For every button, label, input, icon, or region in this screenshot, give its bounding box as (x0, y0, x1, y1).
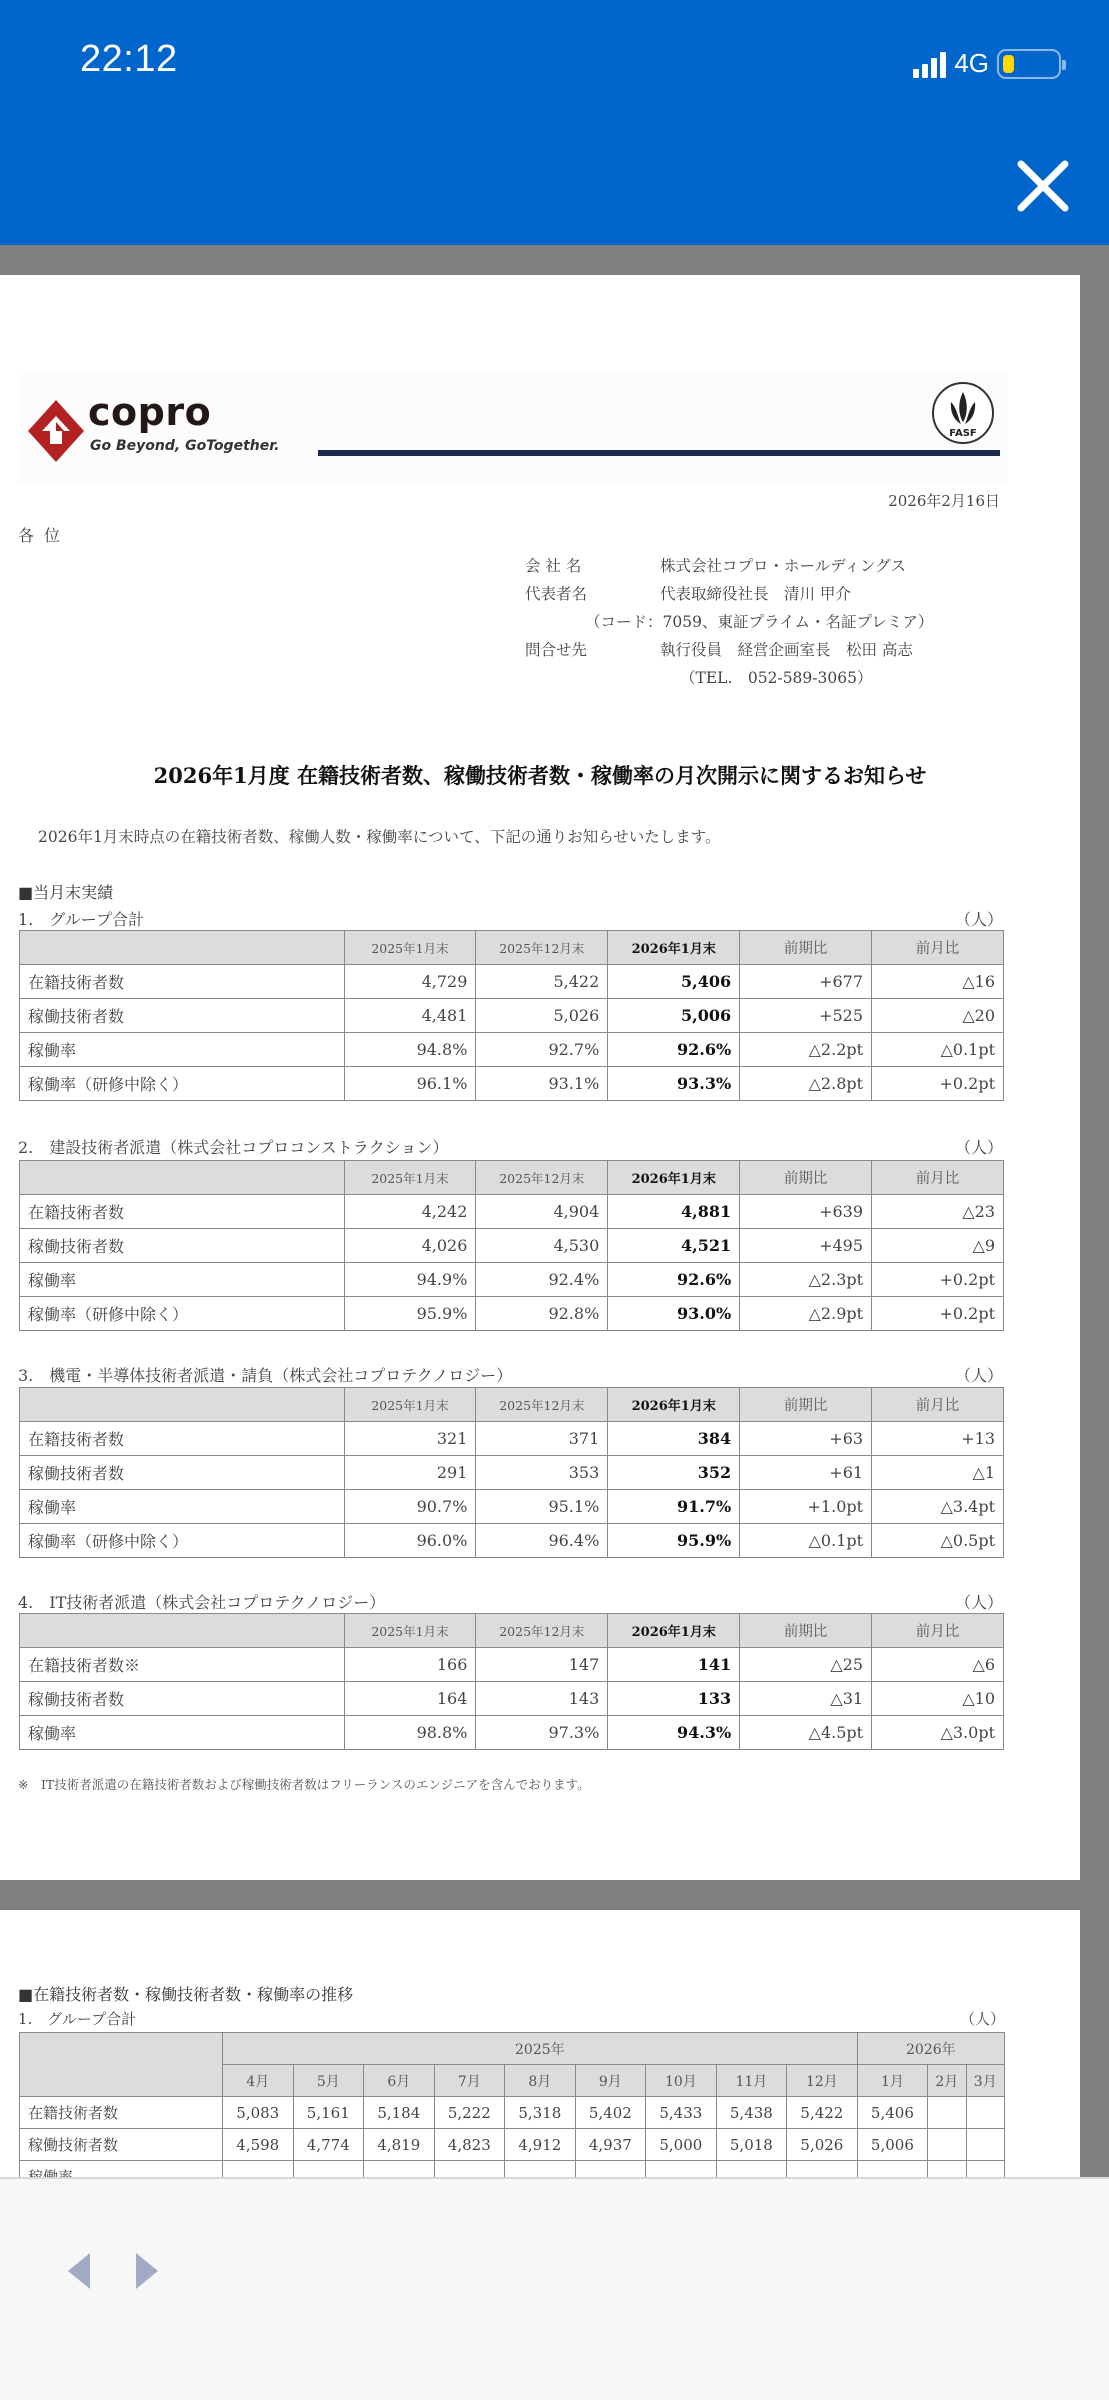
table-row (20, 1033, 1004, 1067)
column-header: 2026年1月末 (608, 1388, 740, 1422)
cell: 96.1% (344, 1067, 476, 1101)
copro-logo-icon (28, 400, 84, 462)
column-header: 前期比 (740, 1161, 872, 1195)
battery-icon (997, 49, 1061, 79)
column-header: 2025年1月末 (344, 1161, 476, 1195)
table-title: 2. 建設技術者派遣（株式会社コプロコンストラクション） (18, 1138, 449, 1157)
cell: 4,598 (223, 2129, 294, 2161)
cell: △31 (740, 1682, 872, 1716)
status-time: 22:12 (80, 38, 178, 80)
table-semiconductor (19, 1387, 1004, 1558)
cell: 141 (608, 1648, 740, 1682)
cell: 4,242 (344, 1195, 476, 1229)
cell: 92.4% (476, 1263, 608, 1297)
sender-block (525, 552, 933, 692)
company-name: 株式会社コプロ・ホールディングス (660, 557, 906, 575)
contact-name: 執行役員 経営企画室長 松田 高志 (660, 641, 913, 659)
month-header: 10月 (646, 2065, 717, 2097)
cell: 4,904 (476, 1195, 608, 1229)
cell: 5,184 (364, 2097, 435, 2129)
month-header: 6月 (364, 2065, 435, 2097)
cell: 5,026 (787, 2129, 858, 2161)
cell: +63 (740, 1422, 872, 1456)
column-header: 2026年1月末 (608, 1161, 740, 1195)
row-label: 稼働率（研修中除く） (20, 1297, 345, 1331)
chevron-left-icon (62, 2249, 102, 2293)
table-row (20, 1195, 1004, 1229)
trend-table (19, 2032, 1005, 2193)
table-row (20, 965, 1004, 999)
cell: 5,006 (857, 2129, 928, 2161)
cell: 4,774 (293, 2129, 364, 2161)
representative-name: 代表取締役社長 清川 甲介 (660, 585, 851, 603)
previous-page-button[interactable] (62, 2249, 102, 2293)
table-group-total (19, 930, 1004, 1101)
document-page-1 (0, 275, 1080, 1880)
cell: 94.9% (344, 1263, 476, 1297)
cell: 95.9% (344, 1297, 476, 1331)
row-label: 稼働技術者数 (20, 1456, 345, 1490)
cell: 4,823 (434, 2129, 505, 2161)
month-header: 4月 (223, 2065, 294, 2097)
table-header-row (20, 1388, 1004, 1422)
cell: 5,161 (293, 2097, 364, 2129)
next-page-button[interactable] (130, 2249, 170, 2293)
cell: 384 (608, 1422, 740, 1456)
column-header: 2025年1月末 (344, 1388, 476, 1422)
row-label: 稼働技術者数 (20, 1682, 345, 1716)
cell: 4,521 (608, 1229, 740, 1263)
cell: 164 (344, 1682, 476, 1716)
bottom-toolbar (0, 2177, 1109, 2400)
cell: △2.9pt (740, 1297, 872, 1331)
column-header: 2025年1月末 (344, 1614, 476, 1648)
row-label: 稼働率（研修中除く） (20, 1524, 345, 1558)
cell: 321 (344, 1422, 476, 1456)
table-header-row (20, 931, 1004, 965)
month-header: 7月 (434, 2065, 505, 2097)
cell: △10 (872, 1682, 1004, 1716)
cell: △3.4pt (872, 1490, 1004, 1524)
lead-paragraph: 2026年1月末時点の在籍技術者数、稼働人数・稼働率について、下記の通りお知らせいたします。 (38, 828, 721, 846)
cell: 95.9% (608, 1524, 740, 1558)
section-heading-trend: ■在籍技術者数・稼働技術者数・稼働率の推移 (18, 1985, 354, 2004)
cell: 4,819 (364, 2129, 435, 2161)
table-row (20, 1067, 1004, 1101)
row-label: 在籍技術者数※ (20, 1648, 345, 1682)
column-header: 前期比 (740, 1388, 872, 1422)
contact-label: 問合せ先 (525, 641, 588, 659)
logo-wordmark: copro (88, 390, 212, 434)
document-title: 2026年1月度 在籍技術者数、稼働技術者数・稼働率の月次開示に関するお知らせ (153, 763, 927, 788)
row-label: 稼働率 (20, 1490, 345, 1524)
cell: +1.0pt (740, 1490, 872, 1524)
cell: 91.7% (608, 1490, 740, 1524)
fasf-badge-icon (930, 380, 996, 446)
unit-label: （人） (954, 1593, 1003, 1612)
unit-label: （人） (954, 1366, 1003, 1385)
signal-icon (913, 50, 946, 78)
cell: 5,433 (646, 2097, 717, 2129)
cell: 92.6% (608, 1033, 740, 1067)
cell: △0.1pt (740, 1524, 872, 1558)
table-header-row (20, 1614, 1004, 1648)
cell (928, 2097, 966, 2129)
row-label: 稼働技術者数 (20, 999, 345, 1033)
column-header: 2025年12月末 (476, 1388, 608, 1422)
cell: 166 (344, 1648, 476, 1682)
cell: △2.2pt (740, 1033, 872, 1067)
cell: 4,937 (575, 2129, 646, 2161)
cell (966, 2129, 1004, 2161)
column-header (20, 1614, 345, 1648)
cell: 5,422 (787, 2097, 858, 2129)
cell: 93.0% (608, 1297, 740, 1331)
unit-label: （人） (954, 1138, 1003, 1157)
cell: 93.3% (608, 1067, 740, 1101)
table-title: 1. グループ合計 (18, 910, 144, 929)
month-header: 1月 (857, 2065, 928, 2097)
contact-tel: （TEL. 052-589-3065） (680, 669, 873, 687)
column-header: 前月比 (872, 1161, 1004, 1195)
table-title: 3. 機電・半導体技術者派遣・請負（株式会社コプロテクノロジー） (18, 1366, 513, 1385)
cell: 5,406 (857, 2097, 928, 2129)
cell: 353 (476, 1456, 608, 1490)
close-icon (1015, 158, 1071, 214)
cell: +0.2pt (872, 1297, 1004, 1331)
cell: 4,026 (344, 1229, 476, 1263)
month-header: 2月 (928, 2065, 966, 2097)
cell: △0.5pt (872, 1524, 1004, 1558)
column-header: 前期比 (740, 1614, 872, 1648)
cell: 5,422 (476, 965, 608, 999)
cell: 5,000 (646, 2129, 717, 2161)
cell: 143 (476, 1682, 608, 1716)
column-header: 2025年12月末 (476, 1161, 608, 1195)
network-type: 4G (954, 48, 989, 78)
cell: 4,481 (344, 999, 476, 1033)
row-label: 在籍技術者数 (20, 1195, 345, 1229)
cell: 5,222 (434, 2097, 505, 2129)
table-row (20, 1422, 1004, 1456)
month-header: 9月 (575, 2065, 646, 2097)
column-header: 2025年1月末 (344, 931, 476, 965)
cell: +13 (872, 1422, 1004, 1456)
cell: △2.8pt (740, 1067, 872, 1101)
month-header: 3月 (966, 2065, 1004, 2097)
table-title: 1. グループ合計 (18, 2010, 137, 2028)
table-row (20, 1297, 1004, 1331)
cell: 95.1% (476, 1490, 608, 1524)
cell: 92.6% (608, 1263, 740, 1297)
month-header: 11月 (716, 2065, 787, 2097)
column-header: 前月比 (872, 1388, 1004, 1422)
table-row (20, 999, 1004, 1033)
row-label: 在籍技術者数 (20, 965, 345, 999)
cell: 4,530 (476, 1229, 608, 1263)
status-indicators (913, 48, 1061, 79)
column-header: 前月比 (872, 931, 1004, 965)
blank-header (20, 2033, 223, 2097)
cell: △4.5pt (740, 1716, 872, 1750)
row-label: 稼働技術者数 (20, 1229, 345, 1263)
footnote: ※ IT技術者派遣の在籍技術者数および稼働技術者数はフリーランスのエンジニアを含んでおります。 (18, 1777, 590, 1792)
cell: 5,318 (505, 2097, 576, 2129)
year-header: 2025年 (223, 2033, 858, 2065)
row-label: 稼働率 (20, 1263, 345, 1297)
row-label: 在籍技術者数 (20, 1422, 345, 1456)
table-4-caption (18, 1590, 1003, 1613)
cell: 5,406 (608, 965, 740, 999)
cell: △3.0pt (872, 1716, 1004, 1750)
cell: +0.2pt (872, 1067, 1004, 1101)
cell: 5,438 (716, 2097, 787, 2129)
table-row (20, 2097, 1005, 2129)
cell: △1 (872, 1456, 1004, 1490)
svg-text:FASF: FASF (949, 428, 977, 439)
table-row (20, 2129, 1005, 2161)
month-header: 12月 (787, 2065, 858, 2097)
row-label: 在籍技術者数 (20, 2097, 223, 2129)
cell: 94.8% (344, 1033, 476, 1067)
table-1-caption (18, 907, 1003, 930)
unit-label: （人） (959, 2010, 1005, 2028)
cell: +495 (740, 1229, 872, 1263)
table-row (20, 1229, 1004, 1263)
row-label: 稼働率 (20, 1716, 345, 1750)
company-label: 会 社 名 (525, 557, 582, 575)
close-button[interactable] (1015, 158, 1071, 214)
trend-year-row (20, 2033, 1005, 2065)
row-label: 稼働技術者数 (20, 2129, 223, 2161)
cell: △20 (872, 999, 1004, 1033)
table-row (20, 1456, 1004, 1490)
cell: +639 (740, 1195, 872, 1229)
year-header: 2026年 (857, 2033, 1004, 2065)
document-date: 2026年2月16日 (888, 492, 1000, 510)
letterhead (18, 370, 1008, 485)
table-title: 4. IT技術者派遣（株式会社コプロテクノロジー） (18, 1593, 386, 1612)
chevron-right-icon (130, 2249, 170, 2293)
table-row (20, 1648, 1004, 1682)
table-it (19, 1613, 1004, 1750)
section-heading-current: ■当月末実績 (18, 883, 114, 902)
cell: 4,881 (608, 1195, 740, 1229)
cell: △9 (872, 1229, 1004, 1263)
cell: △16 (872, 965, 1004, 999)
table-header-row (20, 1161, 1004, 1195)
month-header: 5月 (293, 2065, 364, 2097)
cell: 96.4% (476, 1524, 608, 1558)
app-header (0, 0, 1109, 245)
cell: 147 (476, 1648, 608, 1682)
cell: △0.1pt (872, 1033, 1004, 1067)
cell: 96.0% (344, 1524, 476, 1558)
row-label: 稼働率（研修中除く） (20, 1067, 345, 1101)
column-header: 前期比 (740, 931, 872, 965)
cell: 4,912 (505, 2129, 576, 2161)
stock-code: （コード：7059、東証プライム・名証プレミア） (585, 613, 934, 631)
cell: 133 (608, 1682, 740, 1716)
logo-tagline: Go Beyond, GoTogether. (90, 438, 280, 454)
cell: 352 (608, 1456, 740, 1490)
cell: △25 (740, 1648, 872, 1682)
cell: △23 (872, 1195, 1004, 1229)
cell: 92.7% (476, 1033, 608, 1067)
cell: 97.3% (476, 1716, 608, 1750)
trend-caption (18, 2008, 1005, 2029)
cell (928, 2129, 966, 2161)
cell: 93.1% (476, 1067, 608, 1101)
cell: 5,026 (476, 999, 608, 1033)
addressee: 各位 (18, 526, 71, 545)
column-header (20, 931, 345, 965)
column-header (20, 1161, 345, 1195)
month-header: 8月 (505, 2065, 576, 2097)
cell: +0.2pt (872, 1263, 1004, 1297)
cell: 5,083 (223, 2097, 294, 2129)
cell (966, 2097, 1004, 2129)
cell: △6 (872, 1648, 1004, 1682)
cell: +61 (740, 1456, 872, 1490)
table-construction (19, 1160, 1004, 1331)
row-label: 稼働率 (20, 1033, 345, 1067)
letterhead-rule (318, 450, 1000, 456)
cell: 371 (476, 1422, 608, 1456)
cell: 90.7% (344, 1490, 476, 1524)
column-header: 前月比 (872, 1614, 1004, 1648)
representative-label: 代表者名 (525, 585, 588, 603)
cell: △2.3pt (740, 1263, 872, 1297)
column-header: 2025年12月末 (476, 1614, 608, 1648)
table-row (20, 1263, 1004, 1297)
cell: 4,729 (344, 965, 476, 999)
table-row (20, 1490, 1004, 1524)
cell: +677 (740, 965, 872, 999)
cell: 94.3% (608, 1716, 740, 1750)
cell: 92.8% (476, 1297, 608, 1331)
table-2-caption (18, 1135, 1003, 1158)
cell: 291 (344, 1456, 476, 1490)
table-row (20, 1524, 1004, 1558)
table-row (20, 1716, 1004, 1750)
cell: +525 (740, 999, 872, 1033)
column-header (20, 1388, 345, 1422)
cell: 5,402 (575, 2097, 646, 2129)
table-row (20, 1682, 1004, 1716)
unit-label: （人） (954, 910, 1003, 929)
cell: 5,018 (716, 2129, 787, 2161)
table-3-caption (18, 1363, 1003, 1386)
column-header: 2026年1月末 (608, 931, 740, 965)
column-header: 2026年1月末 (608, 1614, 740, 1648)
cell: 98.8% (344, 1716, 476, 1750)
cell: 5,006 (608, 999, 740, 1033)
column-header: 2025年12月末 (476, 931, 608, 965)
